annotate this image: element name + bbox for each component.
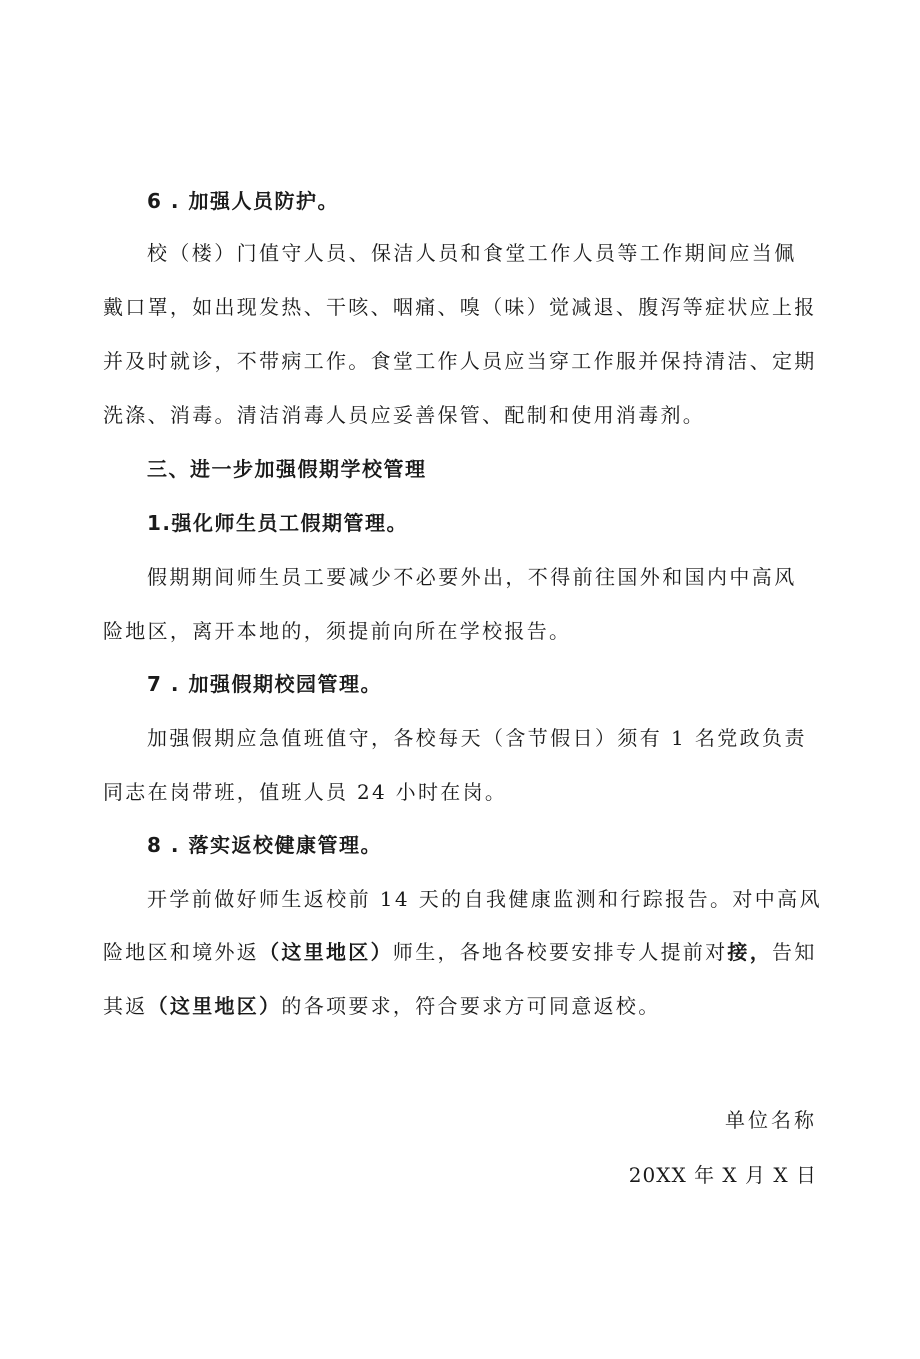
signature-date: 20XX 年 X 月 X 日	[628, 1163, 817, 1187]
section-heading: 1.强化师生员工假期管理。	[147, 511, 409, 535]
paragraph-line: 险地区，离开本地的，须提前向所在学校报告。	[103, 619, 572, 643]
paragraph-line: 洗涤、消毒。清洁消毒人员应妥善保管、配制和使用消毒剂。	[103, 403, 706, 427]
paragraph-line: 戴口罩，如出现发热、干咳、咽痛、嗅（味）觉减退、腹泻等症状应上报	[103, 295, 817, 319]
text-segment: 师生，各地各校要安排专人提前对	[392, 940, 728, 964]
text-segment: 告知	[772, 940, 817, 964]
text-segment: 其返	[103, 994, 148, 1018]
paragraph-line: 加强假期应急值班值守，各校每天（含节假日）须有 1 名党政负责	[147, 726, 807, 750]
section-heading: 6 . 加强人员防护。	[147, 189, 339, 213]
paragraph-line: 校（楼）门值守人员、保洁人员和食堂工作人员等工作期间应当佩	[147, 241, 797, 265]
paragraph-line: 并及时就诊，不带病工作。食堂工作人员应当穿工作服并保持清洁、定期	[103, 349, 817, 373]
paragraph-line: 假期期间师生员工要减少不必要外出，不得前往国外和国内中高风	[147, 565, 797, 589]
section-heading: 三、进一步加强假期学校管理	[147, 457, 427, 481]
paragraph-line	[103, 940, 817, 964]
paragraph-line	[103, 994, 661, 1018]
bold-segment: （这里地区）	[147, 994, 282, 1018]
paragraph-line: 开学前做好师生返校前 14 天的自我健康监测和行踪报告。对中高风	[147, 887, 822, 911]
bold-segment: 接，	[727, 940, 773, 964]
paragraph-line: 同志在岗带班，值班人员 24 小时在岗。	[103, 780, 508, 804]
section-heading: 7 . 加强假期校园管理。	[147, 672, 382, 696]
bold-segment: （这里地区）	[259, 940, 393, 964]
text-segment: 险地区和境外返	[103, 940, 260, 964]
section-heading: 8 . 落实返校健康管理。	[147, 833, 382, 857]
text-segment: 的各项要求，符合要求方可同意返校。	[281, 994, 661, 1018]
signature-org: 单位名称	[725, 1108, 817, 1132]
